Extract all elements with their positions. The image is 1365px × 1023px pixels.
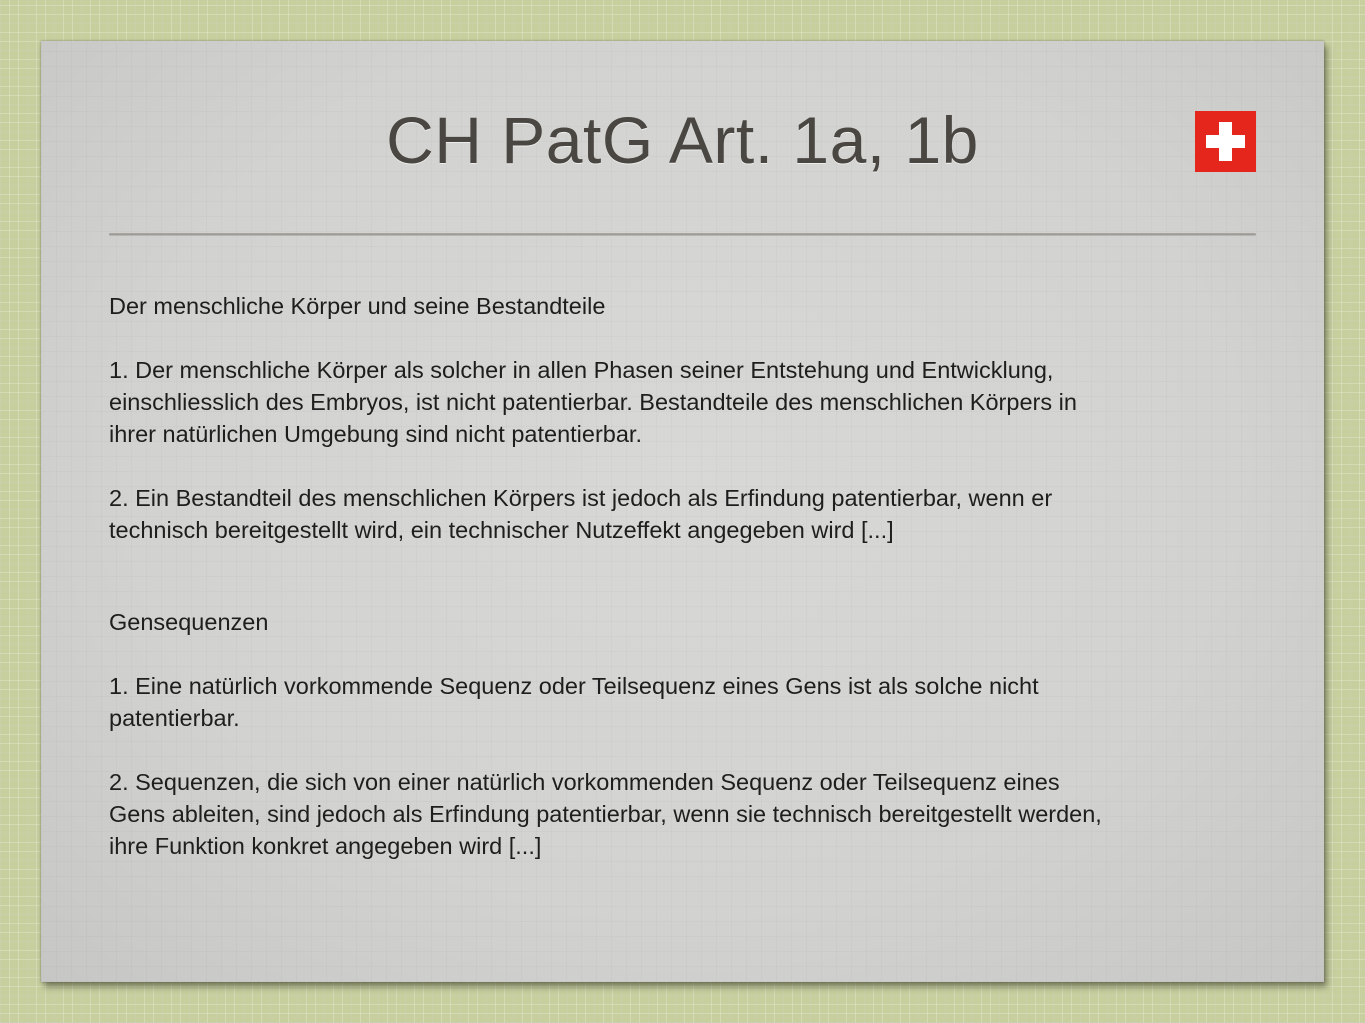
paragraph-line: patentierbar. [109, 705, 240, 731]
section-heading-gene-sequences: Gensequenzen [109, 609, 269, 635]
slide-title: CH PatG Art. 1a, 1b [386, 103, 979, 177]
paragraph-line: technisch bereitgestellt wird, ein technischer Nutzeffekt angegeben wird [...] [109, 517, 894, 543]
title-divider [109, 233, 1256, 236]
paragraph-line: 1. Der menschliche Körper als solcher in allen Phasen seiner Entstehung und Entwicklung, [109, 357, 1054, 383]
paragraph-line: einschliesslich des Embryos, ist nicht patentierbar. Bestandteile des menschlichen Körpers in [109, 389, 1077, 415]
paragraph-line: 1. Eine natürlich vorkommende Sequenz oder Teilsequenz eines Gens ist als solche nicht [109, 673, 1039, 699]
section-heading-body: Der menschliche Körper und seine Bestandteile [109, 293, 606, 319]
paragraph-line: 2. Ein Bestandteil des menschlichen Körpers ist jedoch als Erfindung patentierbar, wenn er [109, 485, 1053, 511]
swiss-flag-icon [1195, 111, 1256, 172]
paragraph-line: ihre Funktion konkret angegeben wird [...] [109, 833, 542, 859]
paragraph-line: Gens ableiten, sind jedoch als Erfindung patentierbar, wenn sie technisch bereitgestellt werden, [109, 801, 1102, 827]
paragraph-line: 2. Sequenzen, die sich von einer natürlich vorkommenden Sequenz oder Teilsequenz eines [109, 769, 1060, 795]
paragraph-line: ihrer natürlichen Umgebung sind nicht patentierbar. [109, 421, 642, 447]
slide-body [109, 290, 1259, 862]
